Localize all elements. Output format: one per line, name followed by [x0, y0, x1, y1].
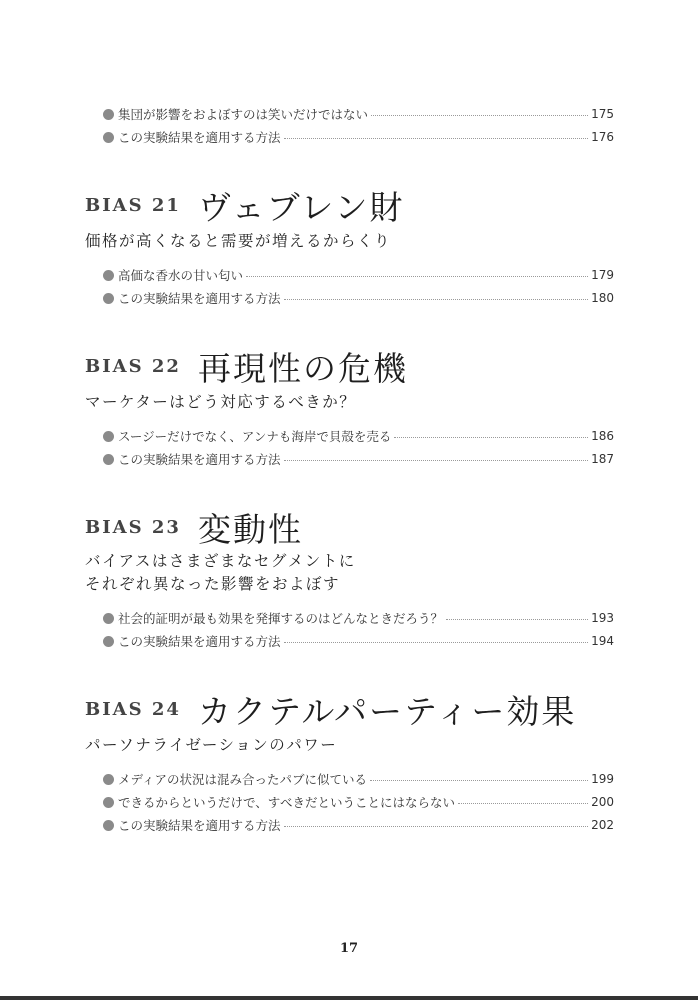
dot-leader	[284, 642, 589, 643]
entry-page-number: 194	[591, 634, 614, 648]
section-heading[interactable]	[85, 505, 303, 549]
entry-title: この実験結果を適用する方法	[118, 452, 281, 467]
bullet-icon	[103, 797, 114, 808]
section-subtitle	[85, 734, 337, 757]
bullet-icon	[103, 454, 114, 465]
entry-title: この実験結果を適用する方法	[118, 634, 281, 649]
subtitle-line: パーソナライゼーションのパワー	[85, 736, 338, 754]
bullet-icon	[103, 820, 114, 831]
entry-page-number: 193	[591, 611, 614, 625]
page-bottom-edge	[0, 996, 698, 1000]
toc-entry[interactable]	[103, 104, 614, 124]
entry-title: 高価な香水の甘い匂い	[118, 268, 244, 283]
section-subtitle	[85, 391, 356, 414]
bias-number: BIAS 22	[85, 355, 181, 377]
entry-page-number: 187	[591, 452, 614, 466]
entry-page-number: 175	[591, 107, 614, 121]
toc-entry[interactable]	[103, 815, 614, 835]
section-subtitle	[85, 230, 391, 253]
entry-page-number: 176	[591, 130, 614, 144]
toc-entry[interactable]	[103, 608, 614, 628]
bullet-icon	[103, 636, 114, 647]
toc-entry[interactable]	[103, 792, 614, 812]
entry-title: 集団が影響をおよぼすのは笑いだけではない	[118, 107, 369, 122]
section-heading[interactable]	[85, 344, 408, 388]
entry-title: スージーだけでなく、アンナも海岸で貝殻を売る	[118, 429, 392, 444]
toc-entry[interactable]	[103, 449, 614, 469]
section-subtitle	[85, 550, 356, 596]
dot-leader	[370, 780, 588, 781]
toc-entry[interactable]	[103, 265, 614, 285]
bias-title: ヴェブレン財	[198, 187, 405, 227]
section-heading[interactable]	[85, 183, 405, 227]
dot-leader	[284, 460, 589, 461]
dot-leader	[284, 299, 589, 300]
dot-leader	[284, 826, 589, 827]
bias-number: BIAS 21	[85, 194, 181, 216]
page-number: 17	[339, 941, 359, 956]
dot-leader	[446, 619, 588, 620]
subtitle-line: バイアスはさまざまなセグメントに	[85, 552, 356, 570]
bias-title: カクテルパーティー効果	[198, 691, 577, 731]
entry-page-number: 180	[591, 291, 614, 305]
subtitle-line: マーケターはどう対応するべきか？	[85, 393, 357, 411]
section-heading[interactable]	[85, 687, 576, 731]
dot-leader	[458, 803, 588, 804]
entry-page-number: 179	[591, 268, 614, 282]
entry-title: この実験結果を適用する方法	[118, 291, 281, 306]
bullet-icon	[103, 613, 114, 624]
bias-title: 変動性	[198, 509, 303, 549]
dot-leader	[394, 437, 588, 438]
entry-title: この実験結果を適用する方法	[118, 818, 281, 833]
bullet-icon	[103, 132, 114, 143]
subtitle-line: それぞれ異なった影響をおよぼす	[85, 575, 341, 593]
entry-page-number: 200	[591, 795, 614, 809]
dot-leader	[371, 115, 588, 116]
bullet-icon	[103, 774, 114, 785]
toc-entry[interactable]	[103, 426, 614, 446]
dot-leader	[246, 276, 588, 277]
bias-number: BIAS 24	[85, 698, 181, 720]
toc-entry[interactable]	[103, 127, 614, 147]
bullet-icon	[103, 109, 114, 120]
bias-title: 再現性の危機	[198, 348, 408, 388]
entry-title: メディアの状況は混み合ったパブに似ている	[118, 772, 368, 787]
toc-entry[interactable]	[103, 769, 614, 789]
dot-leader	[284, 138, 589, 139]
entry-page-number: 202	[591, 818, 614, 832]
entry-page-number: 199	[591, 772, 614, 786]
bias-number: BIAS 23	[85, 516, 181, 538]
bullet-icon	[103, 293, 114, 304]
entry-title: この実験結果を適用する方法	[118, 130, 281, 145]
entry-title: 社会的証明が最も効果を発揮するのはどんなときだろう？	[118, 611, 444, 626]
toc-entry[interactable]	[103, 288, 614, 308]
toc-entry[interactable]	[103, 631, 614, 651]
bullet-icon	[103, 431, 114, 442]
subtitle-line: 価格が高くなると需要が増えるからくり	[85, 232, 392, 250]
entry-title: できるからというだけで、すべきだということにはならない	[118, 795, 456, 810]
entry-page-number: 186	[591, 429, 614, 443]
bullet-icon	[103, 270, 114, 281]
